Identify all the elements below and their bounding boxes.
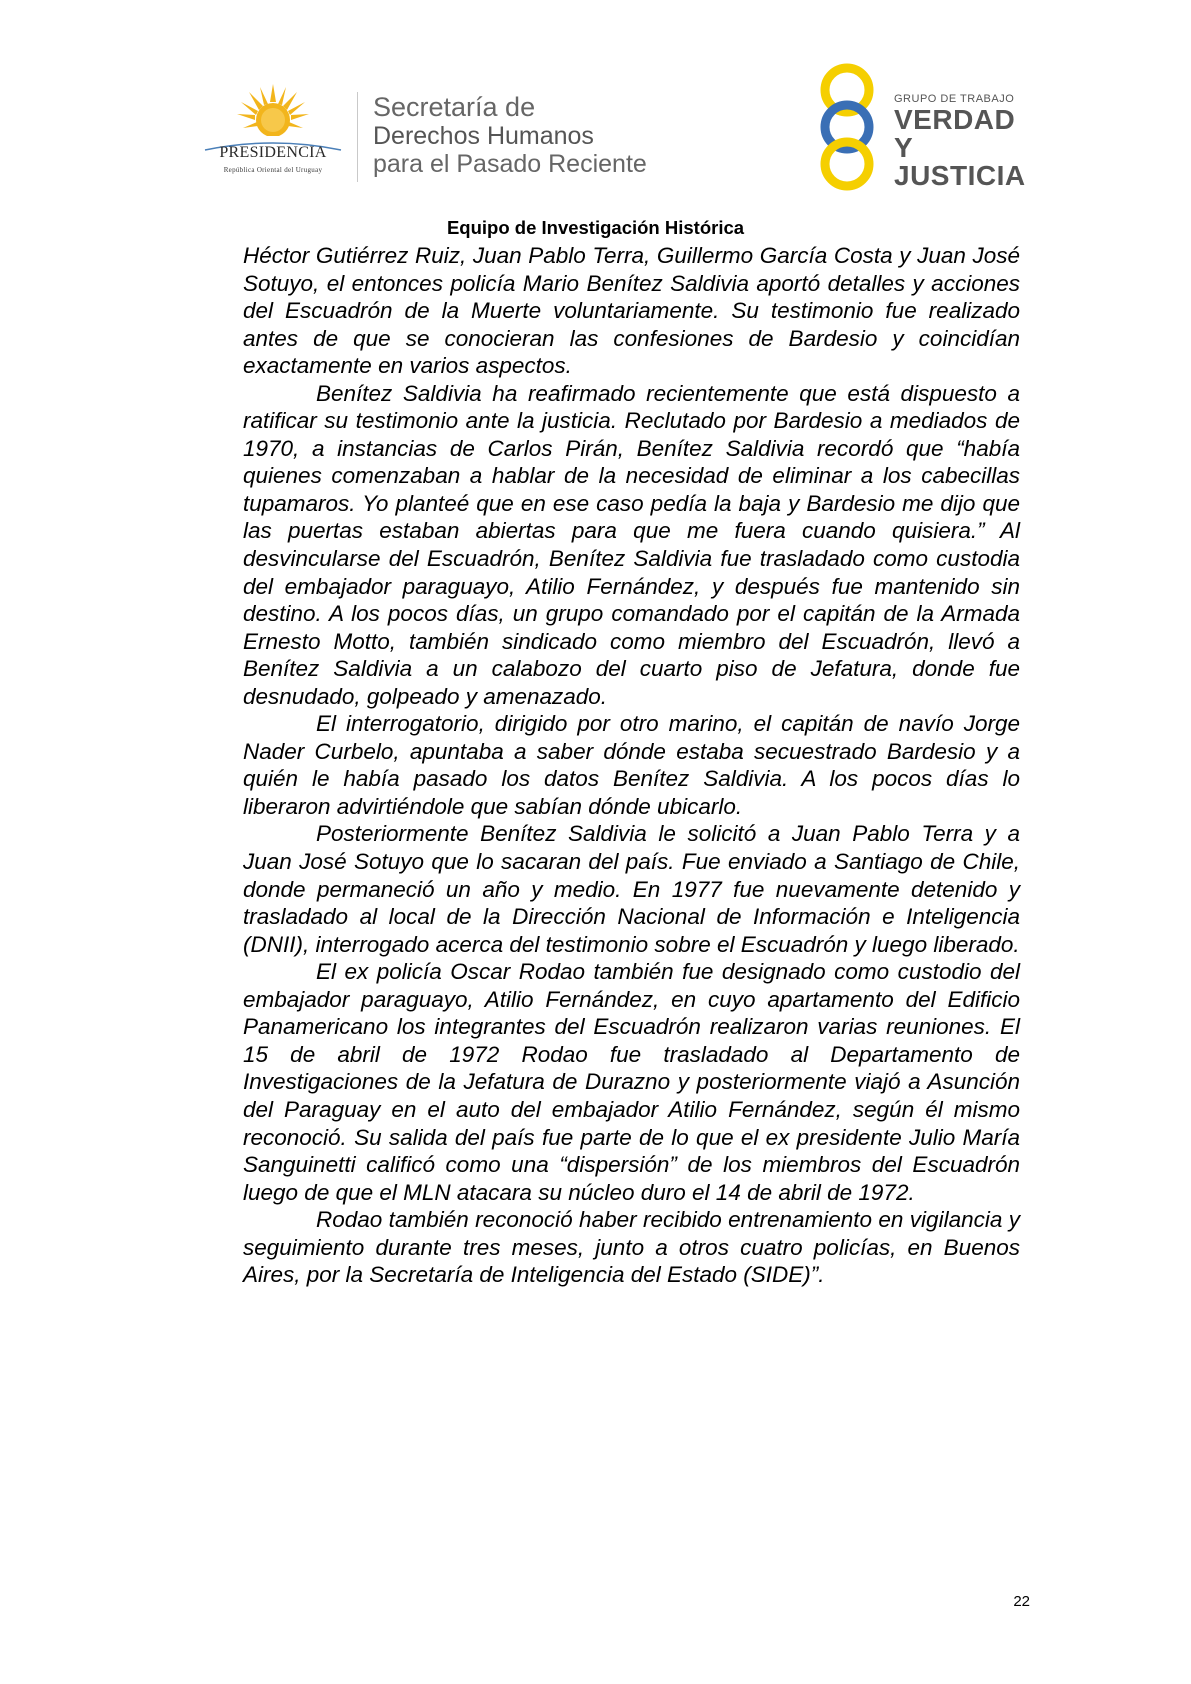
- secretaria-title: [373, 92, 647, 178]
- grupo-line1: VERDAD Y: [894, 104, 1016, 163]
- page-number: 22: [1013, 1593, 1030, 1610]
- verdad-justicia-logo: [810, 62, 1040, 192]
- presidencia-logo: [198, 82, 348, 192]
- page-header: [0, 0, 1191, 215]
- presidencia-name: PRESIDENCIA: [219, 144, 327, 161]
- rings-icon: [810, 62, 885, 192]
- grupo-line2: JUSTICIA: [894, 160, 1026, 191]
- secretaria-line1: Secretaría de: [373, 92, 536, 122]
- sun-icon: [235, 82, 311, 144]
- secretaria-line2: Derechos Humanos: [373, 122, 594, 150]
- paragraph-2: Benítez Saldivia ha reafirmado recientemente que está dispuesto a ratificar su testimonio ante la justicia. Reclutado por Bardesio a mediados de 1970, a instancias de Carlos Pirán, Benítez Saldivia recordó que “había quienes comenzaban a hablar de la necesidad de eliminar a los cabecillas tupamaros. Yo planteé que en ese caso pedía la baja y Bardesio me dijo que las puertas estaban abiertas para que me fuera cuando quisiera.” Al desvincularse del Escuadrón, Benítez Saldivia fue trasladado como custodia del embajador paraguayo, Atilio Fernández, y después fue mantenido sin destino. A los pocos días, un grupo comandado por el capitán de la Armada Ernesto Motto, también sindicado como miembro del Escuadrón, llevó a Benítez Saldivia a un calabozo del cuarto piso de Jefatura, donde fue desnudado, golpeado y amenazado.: [243, 380, 1020, 709]
- secretaria-line3: para el Pasado Reciente: [373, 150, 647, 178]
- paragraph-5: El ex policía Oscar Rodao también fue designado como custodio del embajador paraguayo, Atilio Fernández, en cuyo apartamento del Edificio Panamericano los integrantes del Escuadrón realizaron varias reuniones. El 15 de abril de 1972 Rodao fue trasladado al Departamento de Investigaciones de la Jefatura de Durazno y posteriormente viajó a Asunción del Paraguay en el auto del embajador Atilio Fernández, según él mismo reconoció. Su salida del país fue parte de lo que el ex presidente Julio María Sanguinetti calificó como una “dispersión” de los miembros del Escuadrón luego de que el MLN atacara su núcleo duro el 14 de abril de 1972.: [243, 959, 1020, 1205]
- paragraph-4: Posteriormente Benítez Saldivia le solicitó a Juan Pablo Terra y a Juan José Sotuyo que lo sacaran del país. Fue enviado a Santiago de Chile, donde permaneció un año y medio. En 1977 fue nuevamente detenido y trasladado al local de la Dirección Nacional de Información e Inteligencia (DNII), interrogado acerca del testimonio sobre el Escuadrón y luego liberado.: [243, 821, 1020, 957]
- paragraph-6: Rodao también reconoció haber recibido entrenamiento en vigilancia y seguimiento durante tres meses, junto a otros cuatro policías, en Buenos Aires, por la Secretaría de Inteligencia del Estado (SIDE)”.: [243, 1207, 1020, 1288]
- paragraph-1: Héctor Gutiérrez Ruiz, Juan Pablo Terra, Guillermo García Costa y Juan José Sotuyo, el entonces policía Mario Benítez Saldivia aportó detalles y acciones del Escuadrón de la Muerte voluntariamente. Su testimonio fue realizado antes de que se conocieran las confesiones de Bardesio y coincidían exactamente en varios aspectos.: [243, 243, 1020, 379]
- team-title: Equipo de Investigación Histórica: [446, 217, 745, 238]
- document-body: [243, 242, 1020, 1289]
- paragraph-3: El interrogatorio, dirigido por otro marino, el capitán de navío Jorge Nader Curbelo, apuntaba a saber dónde estaba secuestrado Bardesio y a quién le había pasado los datos Benítez Saldivia. A los pocos días lo liberaron advirtiéndole que sabían dónde ubicarlo.: [243, 711, 1020, 819]
- header-divider: [357, 92, 358, 182]
- grupo-small-label: GRUPO DE TRABAJO: [894, 93, 1015, 105]
- presidencia-subtitle: República Oriental del Uruguay: [223, 166, 323, 174]
